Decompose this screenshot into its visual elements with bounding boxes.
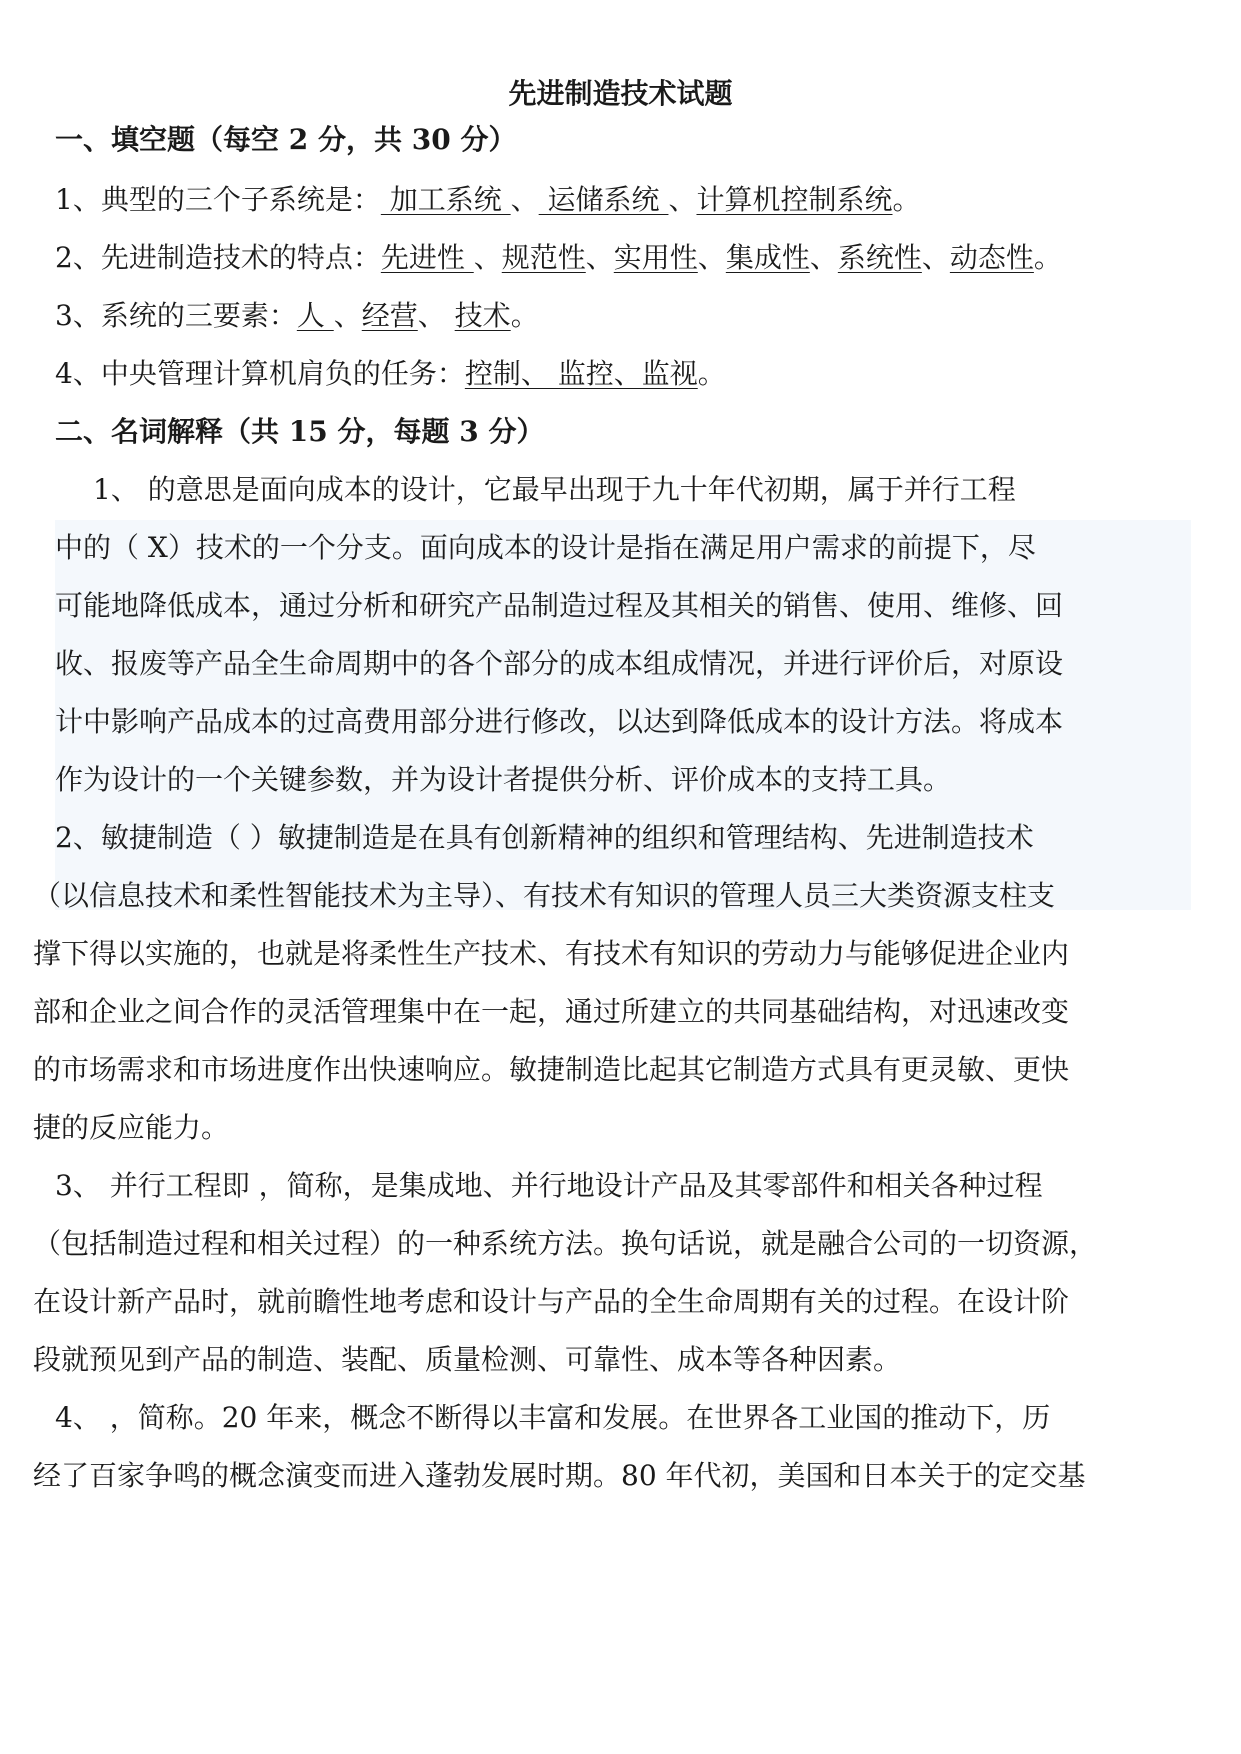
separator: 、 (809, 241, 838, 274)
question-4 (55, 354, 726, 394)
answer-blank: 经营 (361, 299, 418, 332)
separator: 、 (585, 241, 614, 274)
question-prefix: 4、中央管理计算机肩负的任务： (55, 357, 465, 390)
paragraph-line: （包括制造过程和相关过程）的一种系统方法。换句话说，就是融合公司的一切资源， (33, 1227, 1098, 1260)
section-heading-definitions: 二、名词解释（共 15 分，每题 3 分） (55, 415, 545, 448)
separator: 、 (510, 183, 539, 216)
paragraph-line: 计中影响产品成本的过高费用部分进行修改，以达到降低成本的设计方法。将成本 (55, 705, 1064, 738)
period: 。 (1033, 241, 1062, 274)
question-1 (55, 180, 921, 220)
answer-blank: 控制、 监控、监视 (464, 357, 698, 390)
question-prefix: 3、系统的三要素： (55, 299, 297, 332)
page-title: 先进制造技术试题 (508, 77, 733, 110)
separator: 、 (697, 241, 726, 274)
answer-blank: 人 (296, 299, 334, 332)
paragraph-line: 中的（ X）技术的一个分支。面向成本的设计是指在满足用户需求的前提下，尽 (55, 531, 1036, 564)
answer-blank: 动态性 (949, 241, 1034, 274)
paragraph-line: 在设计新产品时，就前瞻性地考虑和设计与产品的全生命周期有关的过程。在设计阶 (33, 1285, 1070, 1318)
period: 。 (510, 299, 539, 332)
question-3 (55, 296, 539, 336)
paragraph-line: 撑下得以实施的，也就是将柔性生产技术、有技术有知识的劳动力与能够促进企业内 (33, 937, 1070, 970)
question-prefix: 1、典型的三个子系统是： (55, 183, 381, 216)
period: 。 (892, 183, 921, 216)
answer-blank: 技术 (454, 299, 511, 332)
section-heading-fill-blank: 一、填空题（每空 2 分，共 30 分） (55, 123, 517, 156)
answer-blank: 计算机控制系统 (696, 183, 893, 216)
separator: 、 (668, 183, 697, 216)
paragraph-line: 1、 的意思是面向成本的设计，它最早出现于九十年代初期，属于并行工程 (93, 473, 1016, 506)
paragraph-line: （以信息技术和柔性智能技术为主导）、有技术有知识的管理人员三大类资源支柱支 (33, 879, 1056, 912)
paragraph-line: 4、 ，简称。20 年来，概念不断得以丰富和发展。在世界各工业国的推动下，历 (55, 1401, 1051, 1434)
paragraph-line: 作为设计的一个关键参数，并为设计者提供分析、评价成本的支持工具。 (55, 763, 952, 796)
paragraph-line: 的市场需求和市场进度作出快速响应。敏捷制造比起其它制造方式具有更灵敏、更快 (33, 1053, 1070, 1086)
answer-blank: 集成性 (725, 241, 810, 274)
separator: 、 (921, 241, 950, 274)
answer-blank: 实用性 (613, 241, 698, 274)
paragraph-line: 捷的反应能力。 (33, 1111, 230, 1144)
separator: 、 (333, 299, 362, 332)
paragraph-line: 段就预见到产品的制造、装配、质量检测、可靠性、成本等各种因素。 (33, 1343, 902, 1376)
period: 。 (697, 357, 726, 390)
paragraph-line: 3、 并行工程即 ，简称，是集成地、并行地设计产品及其零部件和相关各种过程 (55, 1169, 1043, 1202)
answer-blank: 规范性 (501, 241, 586, 274)
answer-blank: 先进性 (380, 241, 474, 274)
paragraph-line: 可能地降低成本，通过分析和研究产品制造过程及其相关的销售、使用、维修、回 (55, 589, 1064, 622)
question-prefix: 2、先进制造技术的特点： (55, 241, 381, 274)
question-2 (55, 238, 1062, 278)
paragraph-line: 经了百家争鸣的概念演变而进入蓬勃发展时期。80 年代初，美国和日本关于的定交基 (33, 1459, 1086, 1492)
paragraph-line: 收、报废等产品全生命周期中的各个部分的成本组成情况，并进行评价后，对原设 (55, 647, 1064, 680)
separator: 、 (417, 299, 455, 332)
answer-blank: 系统性 (837, 241, 922, 274)
paragraph-line: 2、敏捷制造（ ）敏捷制造是在具有创新精神的组织和管理结构、先进制造技术 (55, 821, 1034, 854)
separator: 、 (473, 241, 502, 274)
answer-blank: 运储系统 (538, 183, 669, 216)
paragraph-line: 部和企业之间合作的灵活管理集中在一起，通过所建立的共同基础结构，对迅速改变 (33, 995, 1070, 1028)
answer-blank: 加工系统 (380, 183, 511, 216)
